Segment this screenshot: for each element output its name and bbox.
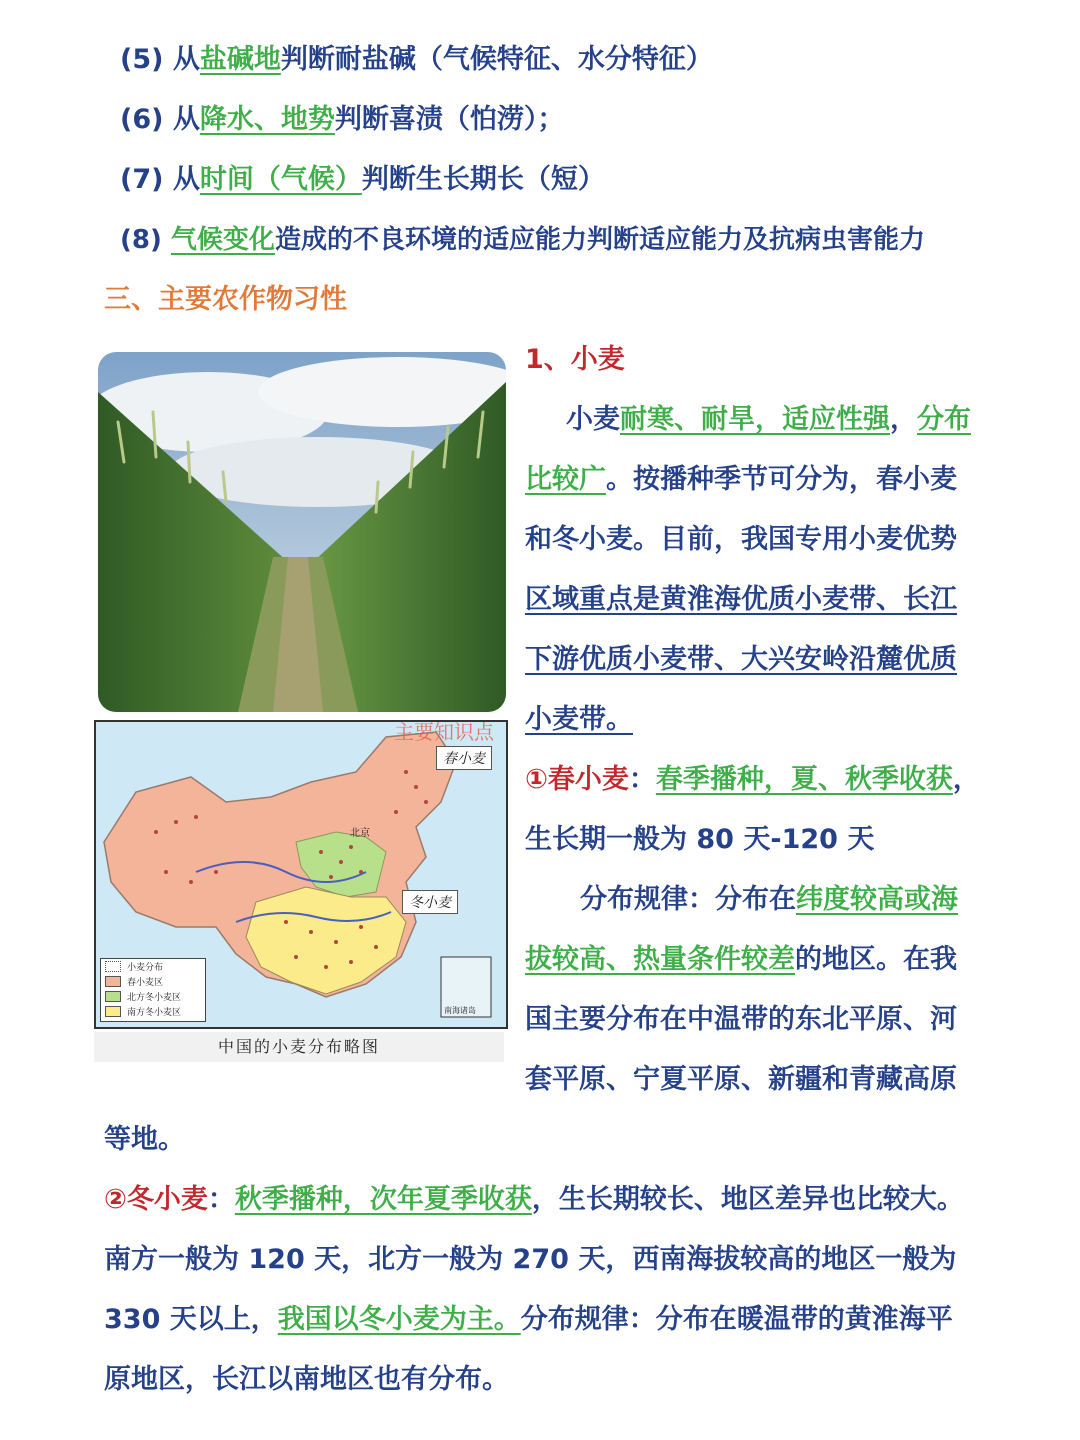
wheat-field-photo (98, 352, 506, 712)
rule-7-highlight: 时间（气候） (199, 164, 362, 195)
spring-dist-line-4: 套平原、宁夏平原、新疆和青藏高原 (525, 1064, 957, 1095)
beijing-label: 北京 (350, 828, 370, 839)
spring-wheat-line: ①春小麦：春季播种，夏、秋季收获， (525, 764, 980, 795)
map-caption: 中国的小麦分布略图 (94, 1032, 504, 1062)
wheat-para-line-5: 下游优质小麦带、大兴安岭沿麓优质 (525, 644, 957, 675)
legend-row: 春小麦区 (101, 974, 205, 989)
spring-dist-line-5: 等地。 (104, 1124, 185, 1155)
winter-wheat-line-4: 原地区，长江以南地区也有分布。 (104, 1364, 509, 1395)
map-legend (100, 958, 206, 1022)
spring-wheat-period: 生长期一般为 80 天-120 天 (525, 824, 875, 855)
winter-wheat-line: ②冬小麦：秋季播种，次年夏季收获，生长期较长、地区差异也比较大。 (104, 1184, 964, 1215)
wheat-para-line-3: 和冬小麦。目前，我国专用小麦优势 (525, 524, 957, 555)
legend-row: 北方冬小麦区 (101, 989, 205, 1004)
rule-6-highlight: 降水、地势 (199, 104, 335, 135)
section-title: 三、主要农作物习性 (104, 284, 347, 315)
wheat-para-line-2: 比较广。按播种季节可分为，春小麦 (525, 464, 957, 495)
spring-dist-line-1: 分布规律：分布在纬度较高或海 (580, 884, 958, 915)
rule-8-highlight: 气候变化 (170, 225, 275, 255)
rule-8: (8) 气候变化造成的不良环境的适应能力判断适应能力及抗病虫害能力 (120, 225, 925, 255)
inset-label: 南海诸岛 (444, 1006, 476, 1015)
rule-6: (6) 从降水、地势判断喜渍（怕涝）； (120, 104, 565, 135)
rule-5: (5) 从盐碱地判断耐盐碱（气候特征、水分特征） (120, 44, 713, 75)
callout-spring-wheat: 春小麦 (436, 746, 492, 770)
winter-wheat-line-3: 330 天以上，我国以冬小麦为主。分布规律：分布在暖温带的黄淮海平 (104, 1304, 953, 1335)
legend-row: 南方冬小麦区 (101, 1004, 205, 1019)
rule-5-highlight: 盐碱地 (199, 44, 281, 75)
spring-dist-line-3: 国主要分布在中温带的东北平原、河 (525, 1004, 957, 1035)
wheat-para-line-1: 小麦耐寒、耐旱，适应性强，分布 (566, 404, 971, 435)
legend-row: 小麦分布 (101, 959, 205, 974)
wheat-para-line-6: 小麦带。 (525, 704, 633, 735)
callout-winter-wheat: 冬小麦 (402, 890, 458, 914)
china-wheat-map (94, 720, 508, 1060)
wheat-heading: 1、小麦 (525, 344, 625, 375)
rule-7: (7) 从时间（气候）判断生长期长（短） (120, 164, 605, 195)
winter-wheat-line-2: 南方一般为 120 天，北方一般为 270 天，西南海拔较高的地区一般为 (104, 1244, 957, 1275)
spring-dist-line-2: 拔较高、热量条件较差的地区。在我 (525, 944, 957, 975)
wheat-para-line-4: 区域重点是黄淮海优质小麦带、长江 (525, 584, 957, 615)
stamp-text: 主要知识点 (394, 720, 494, 744)
